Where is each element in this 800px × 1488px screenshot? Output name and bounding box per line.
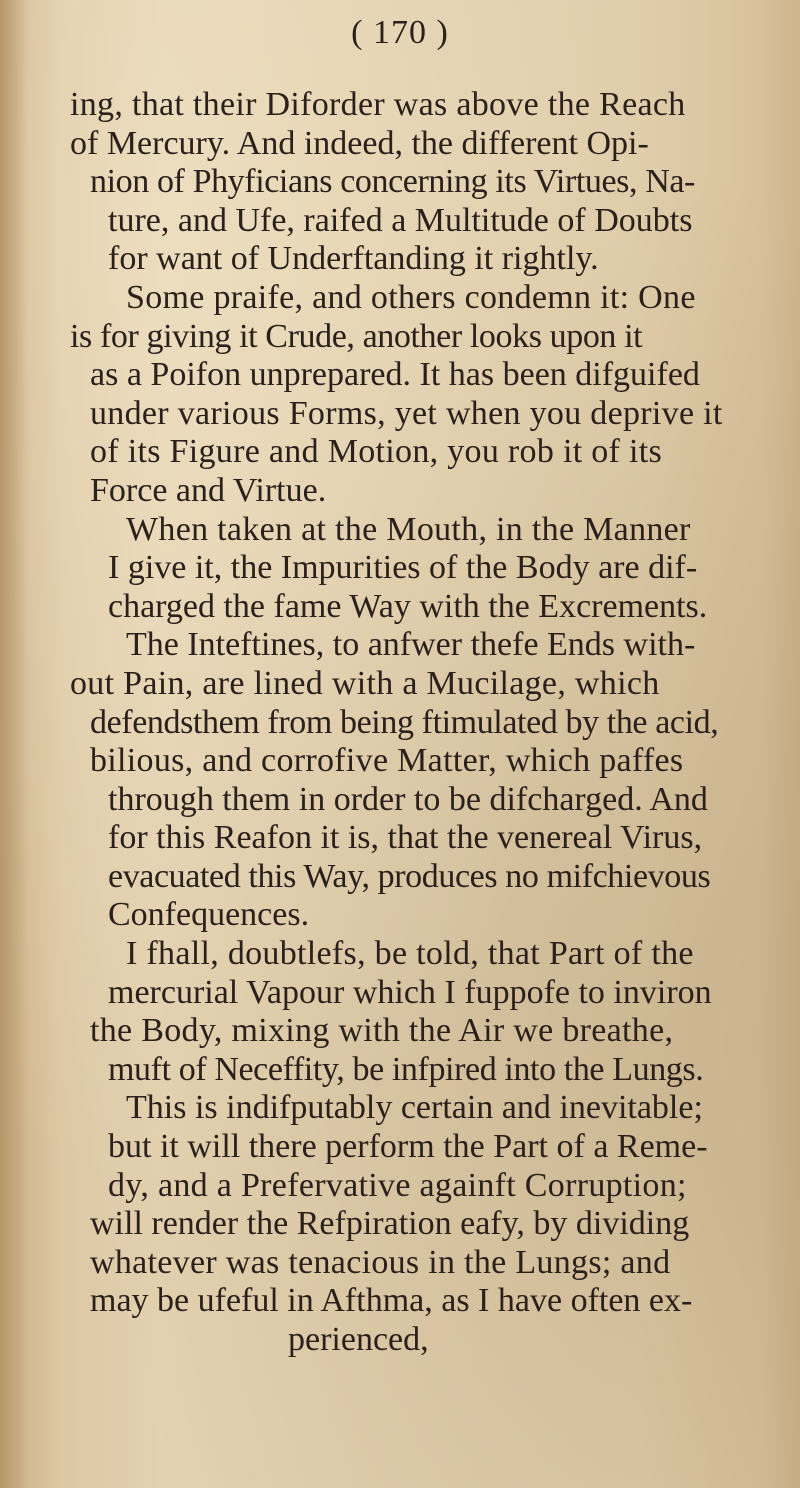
- body-text: [30, 86, 788, 1360]
- text-line: the Body, mixing with the Air we breathe,: [90, 1012, 674, 1050]
- text-line: for want of Underftanding it rightly.: [108, 240, 599, 278]
- text-line: ing, that their Diforder was above the Reach: [70, 86, 686, 123]
- text-line: through them in order to be difcharged. And: [108, 780, 708, 818]
- text-line: nion of Phyficians concerning its Virtues, Na-: [90, 163, 695, 201]
- text-line: may be ufeful in Afthma, as I have often ex-: [90, 1282, 693, 1320]
- page-number: ( 170 ): [351, 14, 449, 51]
- text-line: This is indifputably certain and inevitable;: [126, 1089, 703, 1127]
- text-line: will render the Refpiration eafy, by dividing: [90, 1205, 690, 1243]
- text-line: defendsthem from being ftimulated by the acid,: [90, 703, 719, 741]
- text-line: I fhall, doubtlefs, be told, that Part of the: [126, 935, 694, 973]
- text-line: Confequences.: [108, 896, 310, 934]
- text-line: evacuated this Way, produces no mifchievous: [108, 857, 711, 895]
- text-line: charged the fame Way with the Excrements.: [108, 587, 708, 625]
- text-line: perienced,: [288, 1321, 429, 1358]
- text-line: bilious, and corrofive Matter, which paffes: [90, 742, 684, 780]
- text-line: under various Forms, yet when you deprive it: [90, 394, 723, 432]
- text-line: for this Reafon it is, that the venereal Virus,: [108, 819, 703, 857]
- text-line: The Inteftines, to anfwer thefe Ends with-: [126, 626, 696, 664]
- text-line: but it will there perform the Part of a Reme-: [108, 1128, 708, 1166]
- text-line: Some praife, and others condemn it: One: [126, 278, 696, 316]
- text-line: Force and Virtue.: [90, 471, 327, 509]
- text-line: muft of Neceffity, be infpired into the Lungs.: [108, 1050, 704, 1088]
- text-line: out Pain, are lined with a Mucilage, which: [70, 664, 660, 702]
- text-line: as a Poifon unprepared. It has been difguifed: [90, 356, 700, 394]
- page-edge-shadow: [0, 0, 28, 1488]
- text-line: ture, and Ufe, raifed a Multitude of Doubts: [108, 201, 693, 239]
- text-line: dy, and a Prefervative againft Corruption;: [108, 1166, 687, 1204]
- text-line: I give it, the Impurities of the Body are dif-: [108, 549, 698, 587]
- text-line: of its Figure and Motion, you rob it of its: [90, 433, 662, 471]
- text-line: of Mercury. And indeed, the different Opi-: [70, 124, 649, 162]
- text-line: mercurial Vapour which I fuppofe to inviron: [108, 973, 712, 1011]
- text-line: whatever was tenacious in the Lungs; and: [90, 1243, 671, 1281]
- text-line: When taken at the Mouth, in the Manner: [126, 510, 691, 548]
- text-line: is for giving it Crude, another looks upon it: [70, 317, 643, 355]
